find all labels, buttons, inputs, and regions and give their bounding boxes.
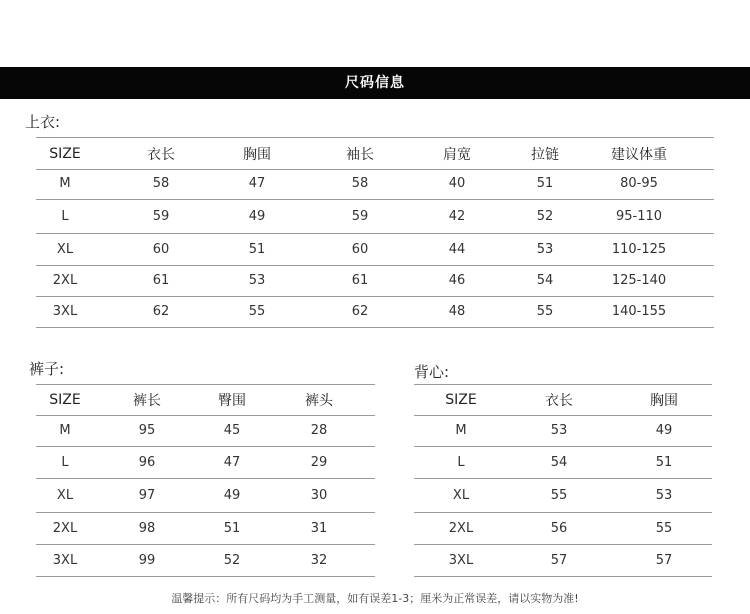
table-cell: 95-110 <box>615 208 663 224</box>
table-row <box>36 446 375 479</box>
table-cell: L <box>457 454 465 470</box>
vest-size-table <box>414 384 712 577</box>
table-cell: XL <box>56 487 74 503</box>
table-cell: 51 <box>536 176 554 191</box>
column-header: SIZE <box>49 145 81 162</box>
column-header: 肩宽 <box>443 146 471 163</box>
table-row <box>36 265 714 297</box>
table-cell: 140-155 <box>611 304 667 319</box>
table-cell: 3XL <box>52 304 78 319</box>
table-cell: 60 <box>351 241 369 257</box>
table-row <box>414 414 712 447</box>
table-cell: 2XL <box>448 520 474 536</box>
pants-table-label: 裤子: <box>29 360 65 378</box>
table-cell: XL <box>56 241 74 257</box>
pants-size-table <box>36 384 375 577</box>
table-cell: 47 <box>223 454 241 470</box>
table-cell: 95 <box>138 422 156 438</box>
table-cell: 57 <box>655 552 673 568</box>
column-header: 衣长 <box>147 146 175 163</box>
table-cell: 44 <box>448 241 466 257</box>
column-header: 裤长 <box>133 393 161 409</box>
table-row <box>414 512 712 545</box>
column-header: SIZE <box>49 392 81 408</box>
column-header: 裤头 <box>305 393 333 409</box>
table-cell: M <box>59 176 71 191</box>
table-cell: 58 <box>351 176 369 191</box>
table-row <box>36 478 375 513</box>
table-cell: L <box>61 454 69 470</box>
table-header-row <box>414 384 712 416</box>
table-cell: 99 <box>138 552 156 568</box>
top-size-table <box>36 137 714 329</box>
table-cell: 31 <box>310 520 328 536</box>
column-header: 袖长 <box>346 146 374 163</box>
table-cell: 53 <box>550 422 568 438</box>
table-row <box>36 233 714 266</box>
table-cell: M <box>455 422 467 438</box>
table-header-row <box>36 137 714 170</box>
table-cell: 46 <box>448 273 466 288</box>
table-cell: 51 <box>223 520 241 536</box>
table-cell: 55 <box>655 520 673 536</box>
table-cell: 54 <box>536 273 554 288</box>
table-cell: 110-125 <box>611 241 667 257</box>
table-cell: 54 <box>550 454 568 470</box>
page-title: 尺码信息 <box>345 75 405 91</box>
table-cell: 61 <box>351 273 369 288</box>
table-cell: 58 <box>152 176 170 191</box>
table-cell: 60 <box>152 241 170 257</box>
table-row <box>36 544 375 577</box>
column-header: 建议体重 <box>611 146 667 163</box>
table-cell: 30 <box>310 487 328 503</box>
table-cell: 3XL <box>448 552 474 568</box>
table-cell: 51 <box>655 454 673 470</box>
table-row <box>36 296 714 328</box>
table-cell: 40 <box>448 176 466 191</box>
table-cell: 52 <box>223 552 241 568</box>
table-cell: 49 <box>655 422 673 438</box>
table-cell: 52 <box>536 208 554 224</box>
table-cell: 28 <box>310 422 328 438</box>
vest-table-label: 背心: <box>414 363 450 381</box>
table-cell: 57 <box>550 552 568 568</box>
table-cell: 45 <box>223 422 241 438</box>
table-cell: 48 <box>448 304 466 319</box>
table-cell: 98 <box>138 520 156 536</box>
table-row <box>414 544 712 577</box>
table-cell: 55 <box>536 304 554 319</box>
column-header: 拉链 <box>531 146 559 163</box>
table-row <box>36 168 714 200</box>
table-header-row <box>36 384 375 416</box>
table-cell: 80-95 <box>620 176 658 191</box>
table-cell: 97 <box>138 487 156 503</box>
table-cell: 47 <box>248 176 266 191</box>
column-header: SIZE <box>445 392 477 408</box>
table-cell: 55 <box>550 487 568 503</box>
table-cell: 96 <box>138 454 156 470</box>
table-cell: 53 <box>655 487 673 503</box>
table-cell: 125-140 <box>611 273 667 288</box>
table-cell: XL <box>452 487 470 503</box>
table-row <box>414 446 712 479</box>
top-table-label: 上衣: <box>25 113 61 131</box>
table-cell: L <box>61 208 69 224</box>
table-cell: 49 <box>223 487 241 503</box>
table-cell: 2XL <box>52 520 78 536</box>
column-header: 衣长 <box>545 393 573 409</box>
table-cell: 51 <box>248 241 266 257</box>
table-cell: 2XL <box>52 273 78 288</box>
table-cell: 62 <box>152 304 170 319</box>
table-row <box>36 414 375 447</box>
table-row <box>36 512 375 545</box>
table-cell: 56 <box>550 520 568 536</box>
table-cell: 32 <box>310 552 328 568</box>
table-cell: 55 <box>248 304 266 319</box>
table-cell: 53 <box>248 273 266 288</box>
page-title-banner <box>0 67 750 99</box>
table-cell: 53 <box>536 241 554 257</box>
column-header: 胸围 <box>243 146 271 163</box>
table-row <box>414 478 712 513</box>
table-cell: 49 <box>248 208 266 224</box>
table-cell: 59 <box>152 208 170 224</box>
table-cell: 42 <box>448 208 466 224</box>
footer-note: 温馨提示：所有尺码均为手工测量，如有误差1-3；厘米为正常误差，请以实物为准! <box>171 592 579 605</box>
table-cell: M <box>59 422 71 438</box>
table-cell: 3XL <box>52 552 78 568</box>
column-header: 臀围 <box>218 393 246 409</box>
table-cell: 61 <box>152 273 170 288</box>
table-cell: 59 <box>351 208 369 224</box>
table-row <box>36 199 714 234</box>
table-cell: 62 <box>351 304 369 319</box>
column-header: 胸围 <box>650 393 678 409</box>
table-cell: 29 <box>310 454 328 470</box>
